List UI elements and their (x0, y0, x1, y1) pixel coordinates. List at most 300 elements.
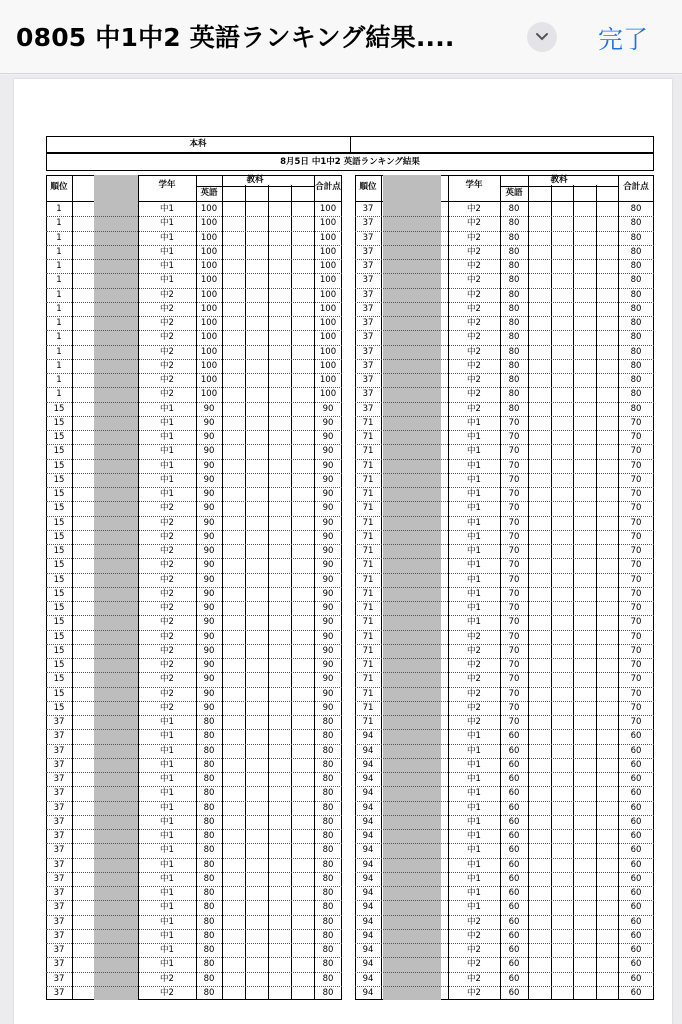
left-cell-english: 80 (203, 816, 215, 827)
left-cell-grade: 中2 (160, 318, 174, 328)
left-cell-total: 100 (319, 346, 337, 357)
right-cell-english: 70 (508, 588, 520, 599)
right-row-line (355, 373, 654, 374)
right-cell-total: 70 (630, 517, 642, 528)
right-cell-grade: 中2 (467, 318, 481, 328)
left-row-line (46, 630, 342, 631)
right-cell-total: 70 (630, 588, 642, 599)
right-cell-rank: 94 (362, 959, 374, 970)
right-cell-grade: 中2 (467, 987, 481, 998)
right-cell-rank: 71 (362, 503, 374, 514)
right-cell-grade: 中2 (467, 204, 481, 214)
left-cell-rank: 15 (53, 645, 65, 656)
right-cell-rank: 37 (362, 375, 374, 385)
left-cell-grade: 中1 (160, 261, 174, 271)
left-row-line (46, 872, 342, 873)
right-cell-grade: 中2 (467, 375, 481, 385)
right-cell-total: 60 (630, 816, 642, 827)
left-cell-rank: 15 (53, 503, 65, 514)
left-cell-total: 80 (322, 930, 334, 941)
left-cell-total: 100 (319, 204, 337, 214)
right-cell-english: 70 (508, 617, 520, 628)
right-cell-rank: 94 (362, 873, 374, 884)
navigation-bar (0, 0, 682, 74)
left-row-line (46, 302, 342, 303)
left-cell-grade: 中1 (160, 275, 174, 286)
left-row-line (46, 929, 342, 930)
left-cell-total: 90 (322, 674, 334, 685)
right-cell-english: 70 (508, 660, 520, 670)
left-cell-grade: 中1 (160, 460, 174, 471)
right-cell-rank: 71 (362, 546, 374, 556)
left-row-line (46, 829, 342, 830)
right-row-line (355, 501, 654, 502)
right-cell-rank: 94 (362, 930, 374, 941)
left-cell-rank: 1 (56, 261, 62, 271)
right-cell-rank: 37 (362, 303, 374, 314)
left-cell-grade: 中1 (160, 930, 174, 941)
right-cell-english: 70 (508, 460, 520, 471)
left-cell-grade: 中2 (160, 375, 174, 385)
right-cell-grade: 中2 (467, 275, 481, 286)
left-cell-grade: 中2 (160, 503, 174, 514)
right-row-line (355, 615, 654, 616)
right-cell-english: 70 (508, 560, 520, 571)
right-cell-rank: 94 (362, 845, 374, 856)
left-row-line (46, 316, 342, 317)
left-cell-rank: 1 (56, 318, 62, 328)
left-cell-grade: 中1 (160, 831, 174, 841)
left-cell-english: 100 (200, 318, 218, 328)
left-cell-rank: 15 (53, 660, 65, 670)
right-cell-rank: 94 (362, 774, 374, 784)
left-cell-total: 100 (319, 232, 337, 243)
right-row-line (355, 587, 654, 588)
right-row-line (355, 729, 654, 730)
left-cell-rank: 37 (53, 802, 65, 813)
right-cell-rank: 94 (362, 831, 374, 841)
left-header-total: 合計点 (315, 182, 341, 192)
left-cell-rank: 37 (53, 987, 65, 998)
right-cell-rank: 94 (362, 888, 374, 898)
right-row-line (355, 886, 654, 887)
right-cell-grade: 中1 (467, 802, 481, 813)
right-cell-english: 60 (508, 774, 520, 784)
left-cell-total: 100 (319, 246, 337, 257)
right-cell-grade: 中2 (467, 332, 481, 343)
right-cell-rank: 71 (362, 631, 374, 642)
right-cell-total: 60 (630, 973, 642, 984)
right-row-line (355, 744, 654, 745)
left-cell-english: 90 (203, 503, 215, 514)
left-cell-total: 100 (319, 360, 337, 371)
right-cell-total: 70 (630, 417, 642, 428)
right-row-line (355, 516, 654, 517)
left-row-line (46, 345, 342, 346)
right-cell-rank: 71 (362, 531, 374, 542)
chevron-down-icon[interactable] (527, 22, 557, 52)
right-cell-total: 70 (630, 688, 642, 699)
right-cell-english: 70 (508, 432, 520, 442)
left-cell-total: 80 (322, 745, 334, 756)
left-cell-rank: 15 (53, 531, 65, 542)
left-row-line (46, 658, 342, 659)
left-cell-rank: 37 (53, 731, 65, 742)
right-row-line (355, 829, 654, 830)
left-cell-rank: 37 (53, 816, 65, 827)
right-cell-total: 60 (630, 845, 642, 856)
left-row-line (46, 772, 342, 773)
left-cell-grade: 中2 (160, 574, 174, 585)
right-cell-total: 70 (630, 645, 642, 656)
right-row-line (355, 459, 654, 460)
left-cell-total: 80 (322, 859, 334, 870)
right-cell-grade: 中2 (467, 916, 481, 927)
left-row-line (46, 558, 342, 559)
right-subcol-line (551, 185, 552, 1000)
document-title: 0805 中1中2 英語ランキング結果.... (16, 23, 455, 52)
right-cell-english: 80 (508, 289, 520, 300)
right-cell-grade: 中1 (467, 531, 481, 542)
left-cell-english: 90 (203, 674, 215, 685)
left-cell-english: 90 (203, 617, 215, 628)
right-cell-english: 60 (508, 831, 520, 841)
left-row-line (46, 231, 342, 232)
document-viewer[interactable] (0, 75, 682, 1024)
right-row-line (355, 630, 654, 631)
right-cell-rank: 71 (362, 489, 374, 499)
left-cell-rank: 37 (53, 788, 65, 799)
right-cell-english: 70 (508, 688, 520, 699)
right-cell-total: 80 (630, 375, 642, 385)
left-cell-english: 90 (203, 702, 215, 713)
right-cell-rank: 71 (362, 702, 374, 713)
right-cell-rank: 94 (362, 987, 374, 998)
right-cell-total: 70 (630, 717, 642, 727)
right-row-line (355, 402, 654, 403)
left-cell-english: 100 (200, 389, 218, 400)
right-header-subjects: 教科 (550, 175, 568, 185)
left-cell-grade: 中2 (160, 332, 174, 343)
right-cell-grade: 中1 (467, 460, 481, 471)
right-cell-english: 70 (508, 546, 520, 556)
left-cell-total: 100 (319, 218, 337, 229)
right-cell-grade: 中1 (467, 446, 481, 457)
right-cell-total: 70 (630, 446, 642, 457)
right-cell-rank: 71 (362, 603, 374, 613)
left-row-line (46, 530, 342, 531)
left-cell-total: 90 (322, 432, 334, 442)
left-cell-rank: 37 (53, 745, 65, 756)
left-cell-english: 80 (203, 902, 215, 913)
left-header-english: 英語 (200, 188, 218, 198)
left-cell-grade: 中2 (160, 660, 174, 670)
right-cell-grade: 中1 (467, 745, 481, 756)
right-cell-rank: 71 (362, 617, 374, 628)
left-cell-total: 80 (322, 731, 334, 742)
right-cell-grade: 中2 (467, 346, 481, 357)
left-cell-rank: 1 (56, 332, 62, 343)
left-cell-english: 80 (203, 888, 215, 898)
right-row-line (355, 672, 654, 673)
left-cell-grade: 中2 (160, 588, 174, 599)
left-cell-english: 100 (200, 275, 218, 286)
left-cell-grade: 中1 (160, 246, 174, 257)
left-cell-english: 90 (203, 474, 215, 485)
right-cell-total: 70 (630, 617, 642, 628)
right-cell-rank: 71 (362, 688, 374, 699)
right-cell-grade: 中2 (467, 660, 481, 670)
left-row-line (46, 886, 342, 887)
right-cell-total: 80 (630, 346, 642, 357)
left-cell-total: 100 (319, 375, 337, 385)
right-row-line (355, 530, 654, 531)
right-cell-grade: 中1 (467, 816, 481, 827)
right-cell-grade: 中1 (467, 831, 481, 841)
left-cell-english: 90 (203, 460, 215, 471)
left-cell-grade: 中2 (160, 702, 174, 713)
right-cell-total: 80 (630, 232, 642, 243)
left-cell-total: 90 (322, 631, 334, 642)
right-cell-total: 80 (630, 261, 642, 271)
right-cell-english: 70 (508, 603, 520, 613)
right-cell-rank: 71 (362, 460, 374, 471)
left-cell-total: 90 (322, 560, 334, 571)
left-cell-rank: 1 (56, 303, 62, 314)
left-cell-grade: 中1 (160, 417, 174, 428)
right-cell-total: 60 (630, 945, 642, 955)
right-cell-english: 70 (508, 503, 520, 514)
right-cell-rank: 94 (362, 916, 374, 927)
left-cell-grade: 中2 (160, 560, 174, 571)
right-cell-rank: 37 (362, 204, 374, 214)
left-cell-grade: 中1 (160, 859, 174, 870)
left-cell-grade: 中2 (160, 617, 174, 628)
right-cell-english: 60 (508, 973, 520, 984)
left-row-line (46, 544, 342, 545)
right-cell-rank: 71 (362, 660, 374, 670)
left-cell-grade: 中2 (160, 303, 174, 314)
left-row-line (46, 273, 342, 274)
right-row-line (355, 430, 654, 431)
left-cell-grade: 中2 (160, 289, 174, 300)
left-cell-total: 80 (322, 802, 334, 813)
right-cell-grade: 中1 (467, 432, 481, 442)
right-cell-total: 60 (630, 959, 642, 970)
right-cell-english: 80 (508, 403, 520, 414)
right-cell-english: 60 (508, 859, 520, 870)
right-cell-english: 60 (508, 987, 520, 998)
left-row-line (46, 359, 342, 360)
done-button[interactable]: 完了 (598, 25, 649, 54)
right-row-line (355, 387, 654, 388)
left-cell-english: 90 (203, 560, 215, 571)
right-cell-total: 70 (630, 560, 642, 571)
right-cell-grade: 中1 (467, 489, 481, 499)
right-cell-total: 60 (630, 873, 642, 884)
left-cell-rank: 37 (53, 859, 65, 870)
left-cell-grade: 中1 (160, 788, 174, 799)
left-cell-total: 90 (322, 660, 334, 670)
left-row-line (46, 615, 342, 616)
right-cell-english: 60 (508, 745, 520, 756)
left-cell-grade: 中1 (160, 731, 174, 742)
left-cell-rank: 37 (53, 774, 65, 784)
right-cell-total: 80 (630, 275, 642, 286)
left-cell-rank: 1 (56, 246, 62, 257)
right-row-line (355, 302, 654, 303)
right-cell-grade: 中1 (467, 774, 481, 784)
right-cell-grade: 中2 (467, 246, 481, 257)
right-cell-rank: 94 (362, 945, 374, 955)
right-subcol-line (573, 185, 574, 1000)
right-cell-total: 80 (630, 204, 642, 214)
right-cell-grade: 中2 (467, 959, 481, 970)
left-cell-grade: 中2 (160, 674, 174, 685)
right-cell-total: 60 (630, 759, 642, 770)
left-cell-english: 80 (203, 916, 215, 927)
right-cell-rank: 37 (362, 275, 374, 286)
left-cell-english: 100 (200, 332, 218, 343)
left-cell-english: 90 (203, 432, 215, 442)
top-label-divider (350, 136, 351, 153)
left-row-line (46, 758, 342, 759)
right-cell-total: 60 (630, 745, 642, 756)
left-cell-english: 80 (203, 873, 215, 884)
right-cell-grade: 中2 (467, 389, 481, 400)
left-cell-total: 90 (322, 617, 334, 628)
right-cell-english: 70 (508, 446, 520, 457)
right-cell-grade: 中2 (467, 945, 481, 955)
right-cell-english: 70 (508, 645, 520, 656)
right-cell-english: 60 (508, 888, 520, 898)
left-row-line (46, 986, 342, 987)
left-row-line (46, 900, 342, 901)
right-cell-grade: 中1 (467, 788, 481, 799)
right-cell-english: 80 (508, 204, 520, 214)
right-cell-english: 80 (508, 218, 520, 229)
left-cell-grade: 中2 (160, 973, 174, 984)
right-cell-english: 60 (508, 788, 520, 799)
left-cell-english: 90 (203, 645, 215, 656)
right-cell-english: 70 (508, 474, 520, 485)
right-cell-rank: 71 (362, 432, 374, 442)
left-cell-grade: 中1 (160, 218, 174, 229)
right-subject-underline (500, 186, 618, 187)
left-cell-english: 80 (203, 774, 215, 784)
right-cell-grade: 中2 (467, 645, 481, 656)
right-header-rank: 順位 (359, 182, 377, 192)
right-cell-rank: 94 (362, 759, 374, 770)
left-cell-rank: 15 (53, 517, 65, 528)
right-cell-grade: 中1 (467, 845, 481, 856)
left-cell-english: 90 (203, 403, 215, 414)
right-cell-rank: 71 (362, 645, 374, 656)
right-cell-total: 60 (630, 902, 642, 913)
left-cell-english: 100 (200, 375, 218, 385)
left-cell-rank: 37 (53, 888, 65, 898)
left-cell-rank: 15 (53, 588, 65, 599)
right-cell-total: 60 (630, 888, 642, 898)
right-row-line (355, 786, 654, 787)
right-row-line (355, 601, 654, 602)
right-cell-english: 60 (508, 959, 520, 970)
left-cell-rank: 15 (53, 574, 65, 585)
right-row-line (355, 915, 654, 916)
left-row-line (46, 487, 342, 488)
left-cell-total: 90 (322, 474, 334, 485)
right-cell-total: 80 (630, 389, 642, 400)
right-row-line (355, 288, 654, 289)
left-cell-total: 100 (319, 332, 337, 343)
left-cell-rank: 15 (53, 617, 65, 628)
left-cell-english: 100 (200, 246, 218, 257)
right-cell-total: 70 (630, 503, 642, 514)
left-cell-total: 100 (319, 303, 337, 314)
right-cell-total: 70 (630, 460, 642, 471)
left-cell-rank: 15 (53, 489, 65, 499)
left-cell-grade: 中2 (160, 987, 174, 998)
right-cell-english: 60 (508, 945, 520, 955)
right-cell-grade: 中2 (467, 702, 481, 713)
right-cell-total: 60 (630, 774, 642, 784)
left-cell-total: 80 (322, 831, 334, 841)
right-row-line (355, 544, 654, 545)
left-cell-rank: 37 (53, 930, 65, 941)
left-cell-rank: 37 (53, 916, 65, 927)
right-cell-total: 60 (630, 731, 642, 742)
right-cell-grade: 中1 (467, 503, 481, 514)
right-cell-english: 80 (508, 275, 520, 286)
left-cell-grade: 中1 (160, 474, 174, 485)
left-cell-english: 100 (200, 360, 218, 371)
left-cell-rank: 15 (53, 432, 65, 442)
left-row-line (46, 444, 342, 445)
left-cell-rank: 1 (56, 346, 62, 357)
right-cell-rank: 94 (362, 816, 374, 827)
left-cell-grade: 中1 (160, 403, 174, 414)
left-cell-english: 80 (203, 987, 215, 998)
right-cell-grade: 中1 (467, 873, 481, 884)
right-cell-total: 70 (630, 603, 642, 613)
right-cell-grade: 中2 (467, 289, 481, 300)
right-cell-grade: 中1 (467, 759, 481, 770)
left-cell-grade: 中1 (160, 432, 174, 442)
left-cell-total: 90 (322, 688, 334, 699)
left-row-line (46, 644, 342, 645)
right-cell-grade: 中1 (467, 546, 481, 556)
right-cell-rank: 94 (362, 859, 374, 870)
left-cell-total: 80 (322, 774, 334, 784)
right-cell-grade: 中1 (467, 603, 481, 613)
left-cell-total: 80 (322, 987, 334, 998)
left-cell-total: 90 (322, 403, 334, 414)
left-header-rank: 順位 (50, 182, 68, 192)
right-cell-english: 80 (508, 375, 520, 385)
right-header-english: 英語 (505, 188, 523, 198)
right-row-line (355, 858, 654, 859)
right-cell-grade: 中1 (467, 888, 481, 898)
left-row-line (46, 943, 342, 944)
right-cell-english: 80 (508, 261, 520, 271)
left-cell-grade: 中2 (160, 688, 174, 699)
left-row-line (46, 459, 342, 460)
right-cell-grade: 中1 (467, 617, 481, 628)
right-cell-rank: 37 (362, 246, 374, 257)
right-cell-english: 70 (508, 674, 520, 685)
right-row-line (355, 359, 654, 360)
left-row-line (46, 387, 342, 388)
